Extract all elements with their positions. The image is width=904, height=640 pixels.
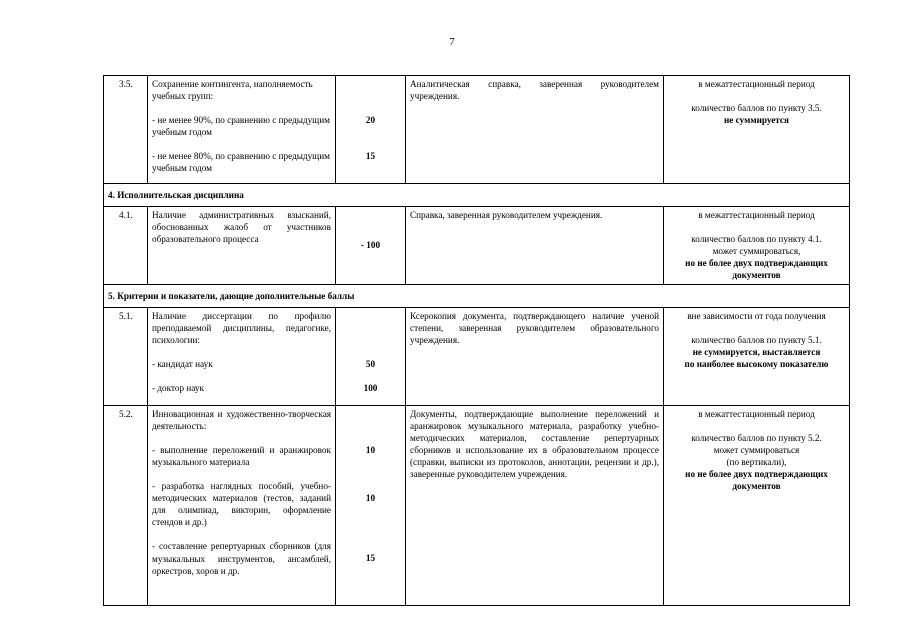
section-title: 4. Исполнительская дисциплина <box>104 184 850 207</box>
criteria-table <box>103 75 850 606</box>
score-value: 100 <box>363 382 378 393</box>
row-number: 5.1. <box>104 307 148 405</box>
criterion-title: Инновационная и художественно-творческая деятельность: <box>152 408 331 431</box>
note-period: в межаттестационный период <box>698 79 815 89</box>
criterion-item: - выполнение переложений и аранжировок музыкального материала <box>152 444 331 467</box>
score-value: 10 <box>365 492 376 503</box>
note-line: количество баллов по пункту 4.1. <box>691 234 822 245</box>
document-cell: Документы, подтверждающие выполнение переложений и аранжировок музыкального материала, разработку учебно-методических материалов, составление репертуарных сборников и использование их в образовательном процессе (справки, выписки из протоколов, аннотации, рецензии и др.), заверенные руководителем учреждения. <box>406 405 664 605</box>
table-row-5-2 <box>104 405 850 605</box>
criterion-item: - кандидат наук <box>152 358 213 369</box>
score-value: 15 <box>365 151 376 162</box>
criterion-item: - не менее 80%, по сравнению с предыдущим учебным годом <box>152 151 330 174</box>
note-bold: по наиболее высокому показателю <box>684 358 829 369</box>
score-value: - 100 <box>336 207 406 284</box>
criterion-cell <box>148 307 336 405</box>
table-row-4-1 <box>104 207 850 284</box>
note-period: в межаттестационный период <box>698 210 815 221</box>
criterion-item: - доктор наук <box>152 383 204 394</box>
score-value: 10 <box>365 444 376 455</box>
criterion-cell: Наличие административных взысканий, обоснованных жалоб от участников образовательного процесса <box>148 207 336 284</box>
score-cell <box>336 405 406 605</box>
note-cell <box>664 405 850 605</box>
note-bold: не суммируется <box>724 115 789 126</box>
section-row-4 <box>104 184 850 207</box>
document-cell: Ксерокопия документа, подтверждающего наличие ученой степени, заверенная руководителем образовательного учреждения. <box>406 307 664 405</box>
row-number: 4.1. <box>104 207 148 284</box>
score-value: 50 <box>365 358 376 369</box>
score-value: 15 <box>365 552 376 563</box>
document-cell: Справка, заверенная руководителем учреждения. <box>406 207 664 284</box>
criterion-cell <box>148 76 336 184</box>
row-number: 5.2. <box>104 405 148 605</box>
note-bold: но не более двух подтверждающих документов <box>685 258 828 281</box>
note-line: количество баллов по пункту 5.1. <box>691 334 822 345</box>
row-number: 3.5. <box>104 76 148 184</box>
section-row-5 <box>104 284 850 307</box>
score-value: 20 <box>365 115 376 125</box>
note-line: может суммироваться <box>713 444 800 455</box>
criterion-item: - разработка наглядных пособий, учебно-методических материалов (тестов, заданий для олимпиад, викторин, оформление стендов и др.) <box>152 481 331 528</box>
note-period: в межаттестационный период <box>698 408 815 419</box>
note-bold: но не более двух подтверждающих документов <box>685 469 828 492</box>
note-line: количество баллов по пункту 3.5. <box>691 103 822 114</box>
table-row-3-5 <box>104 76 850 184</box>
note-period: вне зависимости от года получения <box>687 310 826 321</box>
criterion-cell <box>148 405 336 605</box>
note-cell <box>664 76 850 184</box>
table-row-5-1 <box>104 307 850 405</box>
note-cell <box>664 207 850 284</box>
page-number: 7 <box>449 36 455 48</box>
note-line: (по вертикали), <box>726 456 787 467</box>
note-line: может суммироваться, <box>712 246 801 257</box>
score-cell <box>336 76 406 184</box>
section-title: 5. Критерии и показатели, дающие дополнительные баллы <box>104 284 850 307</box>
criterion-item: - не менее 90%, по сравнению с предыдущим учебным годом <box>152 115 330 138</box>
note-line: количество баллов по пункту 5.2. <box>691 432 822 443</box>
criterion-item: - составление репертуарных сборников (для музыкальных инструментов, ансамблей, оркестров, хоров и др. <box>152 541 331 576</box>
criterion-title: Наличие диссертации по профилю преподаваемой дисциплины, педагогике, психологии: <box>152 310 331 345</box>
document-cell: Аналитическая справка, заверенная руководителем учреждения. <box>406 76 664 184</box>
note-cell <box>664 307 850 405</box>
criterion-title: Сохранение контингента, наполняемость учебных групп: <box>152 79 313 102</box>
note-bold: не суммируется, выставляется <box>692 346 821 357</box>
score-cell <box>336 307 406 405</box>
